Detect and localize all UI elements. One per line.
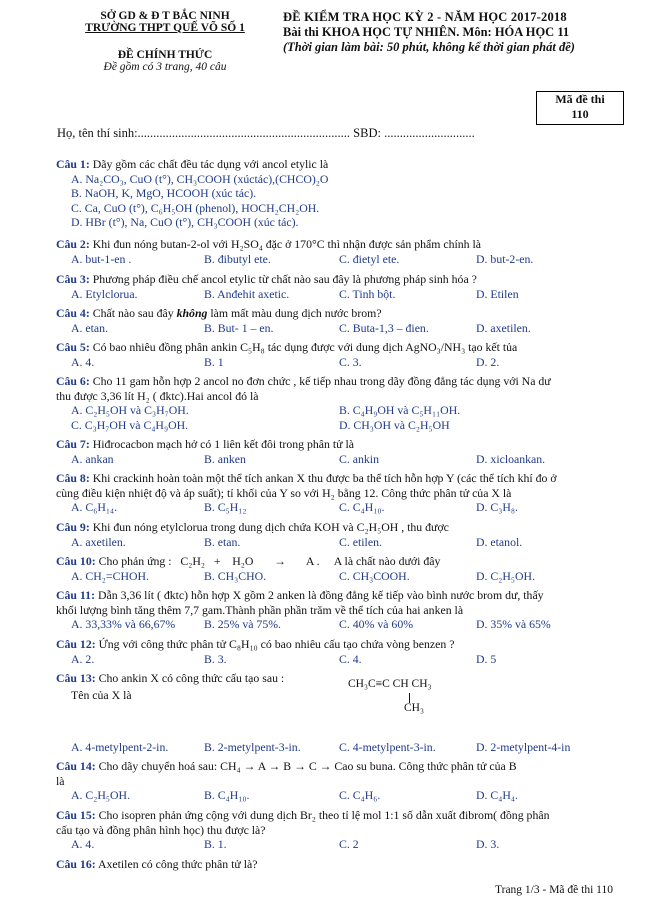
option-a: A. C₆H₁₄. — [71, 500, 118, 515]
header-right — [283, 10, 643, 55]
option-d: D. 3. — [476, 837, 500, 852]
option-b: B. 1 — [204, 354, 224, 369]
option-d: D. Etilen — [476, 286, 519, 301]
option-d: D. but-2-en. — [476, 251, 534, 266]
option-a: A. Na₂CO₃, CuO (t°), CH₃COOH (xúctác),(CHCO)₂O — [71, 171, 329, 186]
question-text: Chất nào sau đây — [92, 306, 177, 320]
question-number: Câu 3: — [56, 272, 90, 286]
exam-time: (Thời gian làm bài: 50 phút, không kể thời gian phát đề) — [283, 40, 575, 54]
question-text-cont: cấu tạo và đồng phân hình học) thu được là? — [56, 822, 266, 837]
option-d: D. xicloankan. — [476, 451, 546, 466]
option-a: A. but-1-en . — [71, 251, 132, 266]
question-text: Hiđrocacbon mạch hở có 1 liên kết đôi trong phân tử là — [92, 437, 354, 451]
option-c: C. Ca, CuO (t°), C₆H₅OH (phenol), HOCH₂CH₂OH. — [71, 200, 320, 215]
option-d: D. axetilen. — [476, 320, 531, 335]
option-d: D. C₄H₄. — [476, 788, 518, 803]
question-number: Câu 1: — [56, 157, 90, 171]
option-b: B. 1. — [204, 837, 227, 852]
option-a: A. 2. — [71, 651, 95, 666]
official-label: ĐỀ CHÍNH THỨC — [117, 49, 213, 61]
option-a: A. 4. — [71, 354, 95, 369]
option-a: A. 33,33% và 66,67% — [71, 617, 176, 632]
exam-subject: Bài thi KHOA HỌC TỰ NHIÊN. Môn: HÓA HỌC 11 — [283, 25, 570, 39]
option-b: B. 3. — [204, 651, 227, 666]
option-b: B. đibutyl ete. — [204, 251, 271, 266]
question-10 — [56, 554, 626, 583]
department-name: SỞ GD & Đ T BẮC NINH — [100, 10, 230, 22]
question-number: Câu 9: — [56, 520, 90, 534]
option-b: B. C₄H₉OH và C₅H₁₁OH. — [339, 403, 461, 418]
question-number: Câu 14: — [56, 759, 96, 773]
option-b: B. anken — [204, 451, 246, 466]
question-11 — [56, 588, 626, 632]
question-13 — [56, 671, 626, 702]
option-b: B. C₄H₁₀. — [204, 788, 250, 803]
question-text: Ứng với công thức phân tử C₈H₁₀ có bao nhiêu cấu tạo chứa vòng benzen ? — [98, 637, 455, 651]
option-b: B. etan. — [204, 534, 241, 549]
question-13-options — [56, 740, 626, 755]
question-text-end: làm mất màu dung dịch nước brom? — [207, 306, 382, 320]
question-number: Câu 8: — [56, 471, 90, 485]
question-8 — [56, 471, 626, 515]
option-c: C. 3. — [339, 354, 362, 369]
question-text: Cho phản ứng : C₂H₂ + H₂O → A . A là chất nào dưới đây — [98, 554, 441, 568]
option-a: A. ankan — [71, 451, 114, 466]
option-b: B. 25% và 75%. — [204, 617, 281, 632]
option-a: A. 4-metylpent-2-in. — [71, 740, 169, 754]
option-b: B. C₅H₁₂ — [204, 500, 247, 515]
option-c: C. 40% và 60% — [339, 617, 414, 632]
option-d: D. etanol. — [476, 534, 523, 549]
exam-code-label: Mã đề thi — [555, 92, 605, 106]
option-b: B. NaOH, K, MgO, HCOOH (xúc tác). — [71, 186, 257, 201]
option-c: C. 4-metylpent-3-in. — [339, 740, 436, 754]
option-b: B. But- 1 – en. — [204, 320, 274, 335]
option-d: D. 35% và 65% — [476, 617, 551, 632]
question-9 — [56, 520, 626, 549]
question-12 — [56, 637, 626, 666]
exam-code-box — [536, 91, 624, 125]
formula-branch: CH₃ — [404, 702, 424, 714]
option-d: D. 5 — [476, 651, 497, 666]
question-number: Câu 11: — [56, 588, 96, 602]
question-3 — [56, 272, 626, 301]
option-a: A. Etylclorua. — [71, 286, 138, 301]
option-b: B. 2-metylpent-3-in. — [204, 740, 301, 754]
question-1 — [56, 157, 626, 230]
exam-title: ĐỀ KIỂM TRA HỌC KỲ 2 - NĂM HỌC 2017-2018 — [283, 10, 567, 24]
question-number: Câu 5: — [56, 340, 90, 354]
question-number: Câu 6: — [56, 374, 90, 388]
question-text-cont: cùng điều kiện nhiệt độ và áp suất); tỉ khối của Y so với H₂ bằng 12. Công thức phân tử của X là — [56, 485, 512, 500]
page-footer: Trang 1/3 - Mã đề thi 110 — [495, 884, 613, 896]
option-a: A. C₂H₅OH và C₃H₇OH. — [71, 403, 189, 418]
option-c: C. 2 — [339, 837, 359, 852]
question-text-cont: khối lượng bình tăng thêm 7,7 gam.Thành phần phần trăm về thể tích của hai anken là — [56, 602, 464, 617]
option-c: C. etilen. — [339, 534, 382, 549]
question-text-cont: thu được 3,36 lít H₂ ( đktc).Hai ancol đó là — [56, 388, 259, 403]
option-c: C. C₄H₆. — [339, 788, 381, 803]
question-number: Câu 4: — [56, 306, 90, 320]
question-16 — [56, 857, 626, 872]
question-text-cont: là — [56, 773, 65, 788]
question-number: Câu 12: — [56, 637, 96, 651]
question-number: Câu 13: — [56, 671, 96, 685]
question-text: Cho isopren phản ứng cộng với dung dịch Br₂ theo tỉ lệ mol 1:1 số dẫn xuất đibrom( đồng phân — [98, 808, 550, 822]
option-b: B. CH₃CHO. — [204, 568, 267, 583]
option-d: D. 2-metylpent-4-in — [476, 740, 571, 754]
question-number: Câu 7: — [56, 437, 90, 451]
question-number: Câu 2: — [56, 237, 90, 251]
question-text: Cho 11 gam hỗn hợp 2 ancol no đơn chức , kế tiếp nhau trong dãy đồng đẳng tác dụng với Na dư — [92, 374, 551, 388]
question-text: Khi đun nóng butan-2-ol với H₂SO₄ đặc ở 170°C thì nhận được sản phẩm chính là — [92, 237, 482, 251]
question-7 — [56, 437, 626, 466]
student-info-line: Họ, tên thí sinh:.................................................................... SBD: ............................. — [57, 126, 475, 140]
question-text: Khi crackinh hoàn toàn một thể tích ankan X thu được ba thể tích hỗn hợp Y (các thể tích khí đo ở — [92, 471, 557, 485]
structural-formula — [348, 675, 458, 715]
question-text: Dãy gồm các chất đều tác dụng với ancol etylic là — [92, 157, 329, 171]
question-6 — [56, 374, 626, 432]
option-c: C. CH₃COOH. — [339, 568, 410, 583]
question-5 — [56, 340, 626, 369]
option-d: D. C₃H₈. — [476, 500, 518, 515]
formula-main-chain: CH₃C≡C CH CH₃ — [348, 678, 432, 690]
option-c: C. ankin — [339, 451, 379, 466]
question-2 — [56, 237, 626, 266]
question-14 — [56, 759, 626, 803]
question-text: Phương pháp điều chế ancol etylic từ chất nào sau đây là phương pháp sinh hóa ? — [92, 272, 477, 286]
question-15 — [56, 808, 626, 852]
option-c: C. Tinh bột. — [339, 286, 396, 301]
question-text: Khi đun nóng etylclorua trong dung dịch chứa KOH và C₂H₅OH , thu được — [92, 520, 449, 534]
option-b: B. Anđehit axetic. — [204, 286, 290, 301]
question-text-cont: Tên của X là — [71, 687, 132, 702]
option-d: D. 2. — [476, 354, 500, 369]
option-d: D. CH₃OH và C₂H₅OH — [339, 417, 450, 432]
option-d: D. C₂H₅OH. — [476, 568, 536, 583]
question-text: Dẫn 3,36 lít ( đktc) hỗn hợp X gồm 2 anken là đồng đẳng kế tiếp vào bình nước brom dư, thấy — [97, 588, 544, 602]
option-c: C. đietyl ete. — [339, 251, 400, 266]
option-a: A. CH₂=CHOH. — [71, 568, 149, 583]
option-c: C. C₄H₁₀. — [339, 500, 385, 515]
question-4 — [56, 306, 626, 335]
question-emphasis: không — [176, 306, 208, 320]
option-c: C. Buta-1,3 – đien. — [339, 320, 429, 335]
question-number: Câu 16: — [56, 857, 96, 871]
option-d: D. HBr (t°), Na, CuO (t°), CH₃COOH (xúc tác). — [71, 215, 299, 230]
header-left — [60, 10, 270, 73]
question-text: Có bao nhiêu đồng phân ankin C₅H₈ tác dụng được với dung dịch AgNO₃/NH₃ tạo kết tủa — [92, 340, 518, 354]
option-a: A. C₂H₅OH. — [71, 788, 131, 803]
option-a: A. 4. — [71, 837, 95, 852]
question-text: Axetilen có công thức phân tử là? — [97, 857, 258, 871]
question-text: Cho ankin X có công thức cấu tạo sau : — [98, 671, 285, 685]
option-c: C. C₃H₇OH và C₄H₉OH. — [71, 417, 189, 432]
option-a: A. etan. — [71, 320, 109, 335]
question-number: Câu 15: — [56, 808, 96, 822]
option-a: A. axetilen. — [71, 534, 126, 549]
page-count-note: Đề gồm có 3 trang, 40 câu — [103, 61, 227, 73]
question-number: Câu 10: — [56, 554, 96, 568]
option-c: C. 4. — [339, 651, 362, 666]
exam-code: 110 — [571, 107, 589, 121]
school-name: TRƯỜNG THPT QUẾ VÕ SỐ 1 — [85, 22, 245, 34]
question-text: Cho dãy chuyển hoá sau: CH₄ → A → B → C → Cao su buna. Công thức phân tử của B — [98, 759, 517, 773]
